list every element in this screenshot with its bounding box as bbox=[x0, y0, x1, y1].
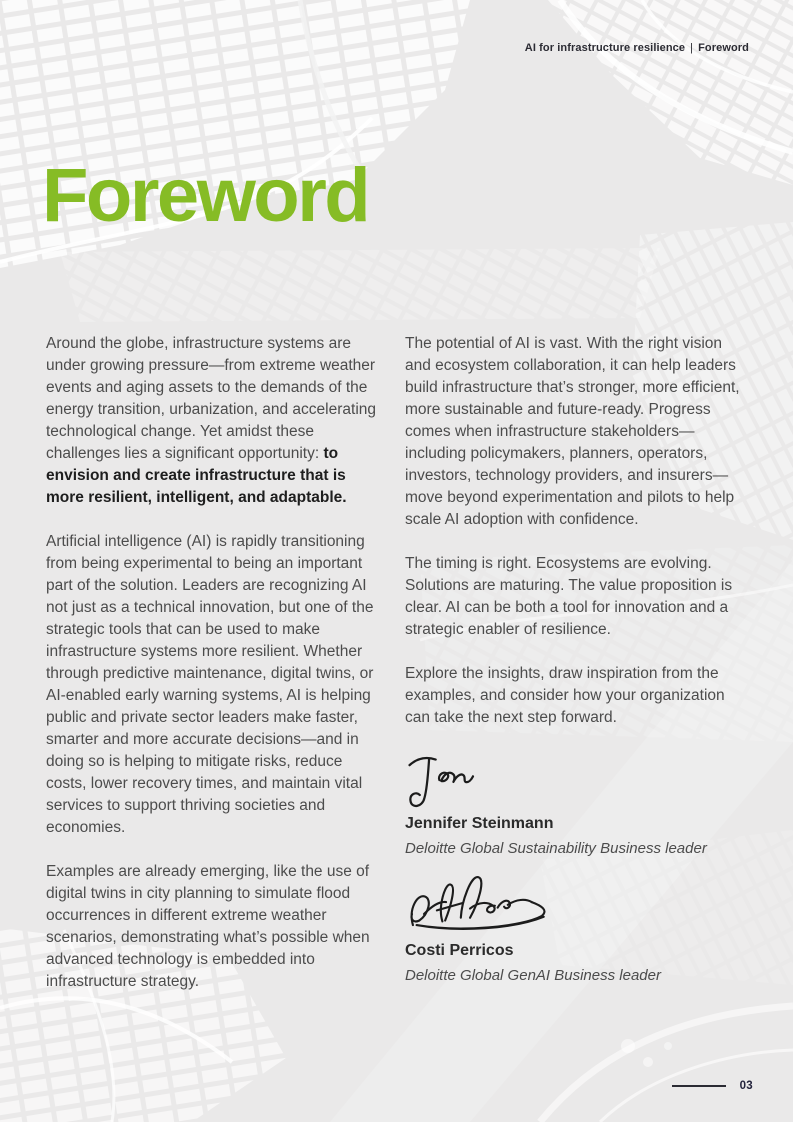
running-header-section: Foreword bbox=[698, 42, 749, 54]
paragraph bbox=[46, 333, 387, 509]
jennifer-steinmann-signature-icon bbox=[403, 751, 487, 811]
paragraph-text: Around the globe, infrastructure systems are under growing pressure—from extreme weather events and aging assets to the demands of the energy transition, urbanization, and accelerating technological change. Yet amidst these challenges lies a significant opportunity: bbox=[46, 335, 377, 462]
page-footer bbox=[672, 1080, 753, 1092]
signatory-title: Deloitte Global Sustainability Business leader bbox=[405, 840, 707, 857]
running-header-report-title: AI for infrastructure resilience bbox=[524, 42, 686, 54]
paragraph-bold-text: to envision and create infrastructure that is more resilient, intelligent, and adaptable. bbox=[46, 445, 347, 506]
signatory-title: Deloitte Global GenAI Business leader bbox=[405, 967, 661, 984]
signatory-name: Jennifer Steinmann bbox=[405, 815, 554, 832]
left-column bbox=[46, 333, 387, 1015]
signatory-block bbox=[405, 751, 746, 860]
page-title: Foreword bbox=[42, 153, 369, 238]
signatory-name: Costi Perricos bbox=[405, 942, 514, 959]
running-header-divider: | bbox=[690, 42, 694, 54]
paragraph: The timing is right. Ecosystems are evolving. Solutions are maturing. The value proposition is clear. AI can be both a tool for innovation and a strategic enabler of resilience. bbox=[405, 555, 733, 638]
paragraph: Explore the insights, draw inspiration from the examples, and consider how your organization can take the next step forward. bbox=[405, 665, 725, 726]
paragraph: The potential of AI is vast. With the right vision and ecosystem collaboration, it can help leaders build infrastructure that’s stronger, more efficient, more sustainable and future-ready. Progress comes when infrastructure stakeholders—including policymakers, planners, operators, investors, technology providers, and insurers—move beyond experimentation and pilots to help scale AI adoption with confidence. bbox=[405, 335, 740, 528]
running-header bbox=[525, 42, 749, 54]
paragraph: Examples are already emerging, like the use of digital twins in city planning to simulate flood occurrences in different extreme weather scenarios, demonstrating what’s possible when advanced technology is embedded into infrastructure strategy. bbox=[46, 863, 370, 990]
page-number: 03 bbox=[739, 1080, 753, 1092]
signatory-block bbox=[405, 868, 746, 987]
footer-rule bbox=[672, 1085, 726, 1087]
right-column bbox=[405, 333, 746, 1015]
body-columns bbox=[46, 333, 746, 1015]
costi-perricos-signature-icon bbox=[403, 868, 561, 938]
paragraph: Artificial intelligence (AI) is rapidly transitioning from being experimental to being an important part of the solution. Leaders are recognizing AI not just as a technical innovation, but one of the strategic tools that can be used to make infrastructure systems more resilient. Whether through predictive maintenance, digital twins, or AI-enabled early warning systems, AI is helping public and private sector leaders make faster, smarter and more accurate decisions—and in doing so is helping to mitigate risks, reduce costs, lower recovery times, and maintain vital services to support thriving societies and economies. bbox=[46, 533, 374, 836]
